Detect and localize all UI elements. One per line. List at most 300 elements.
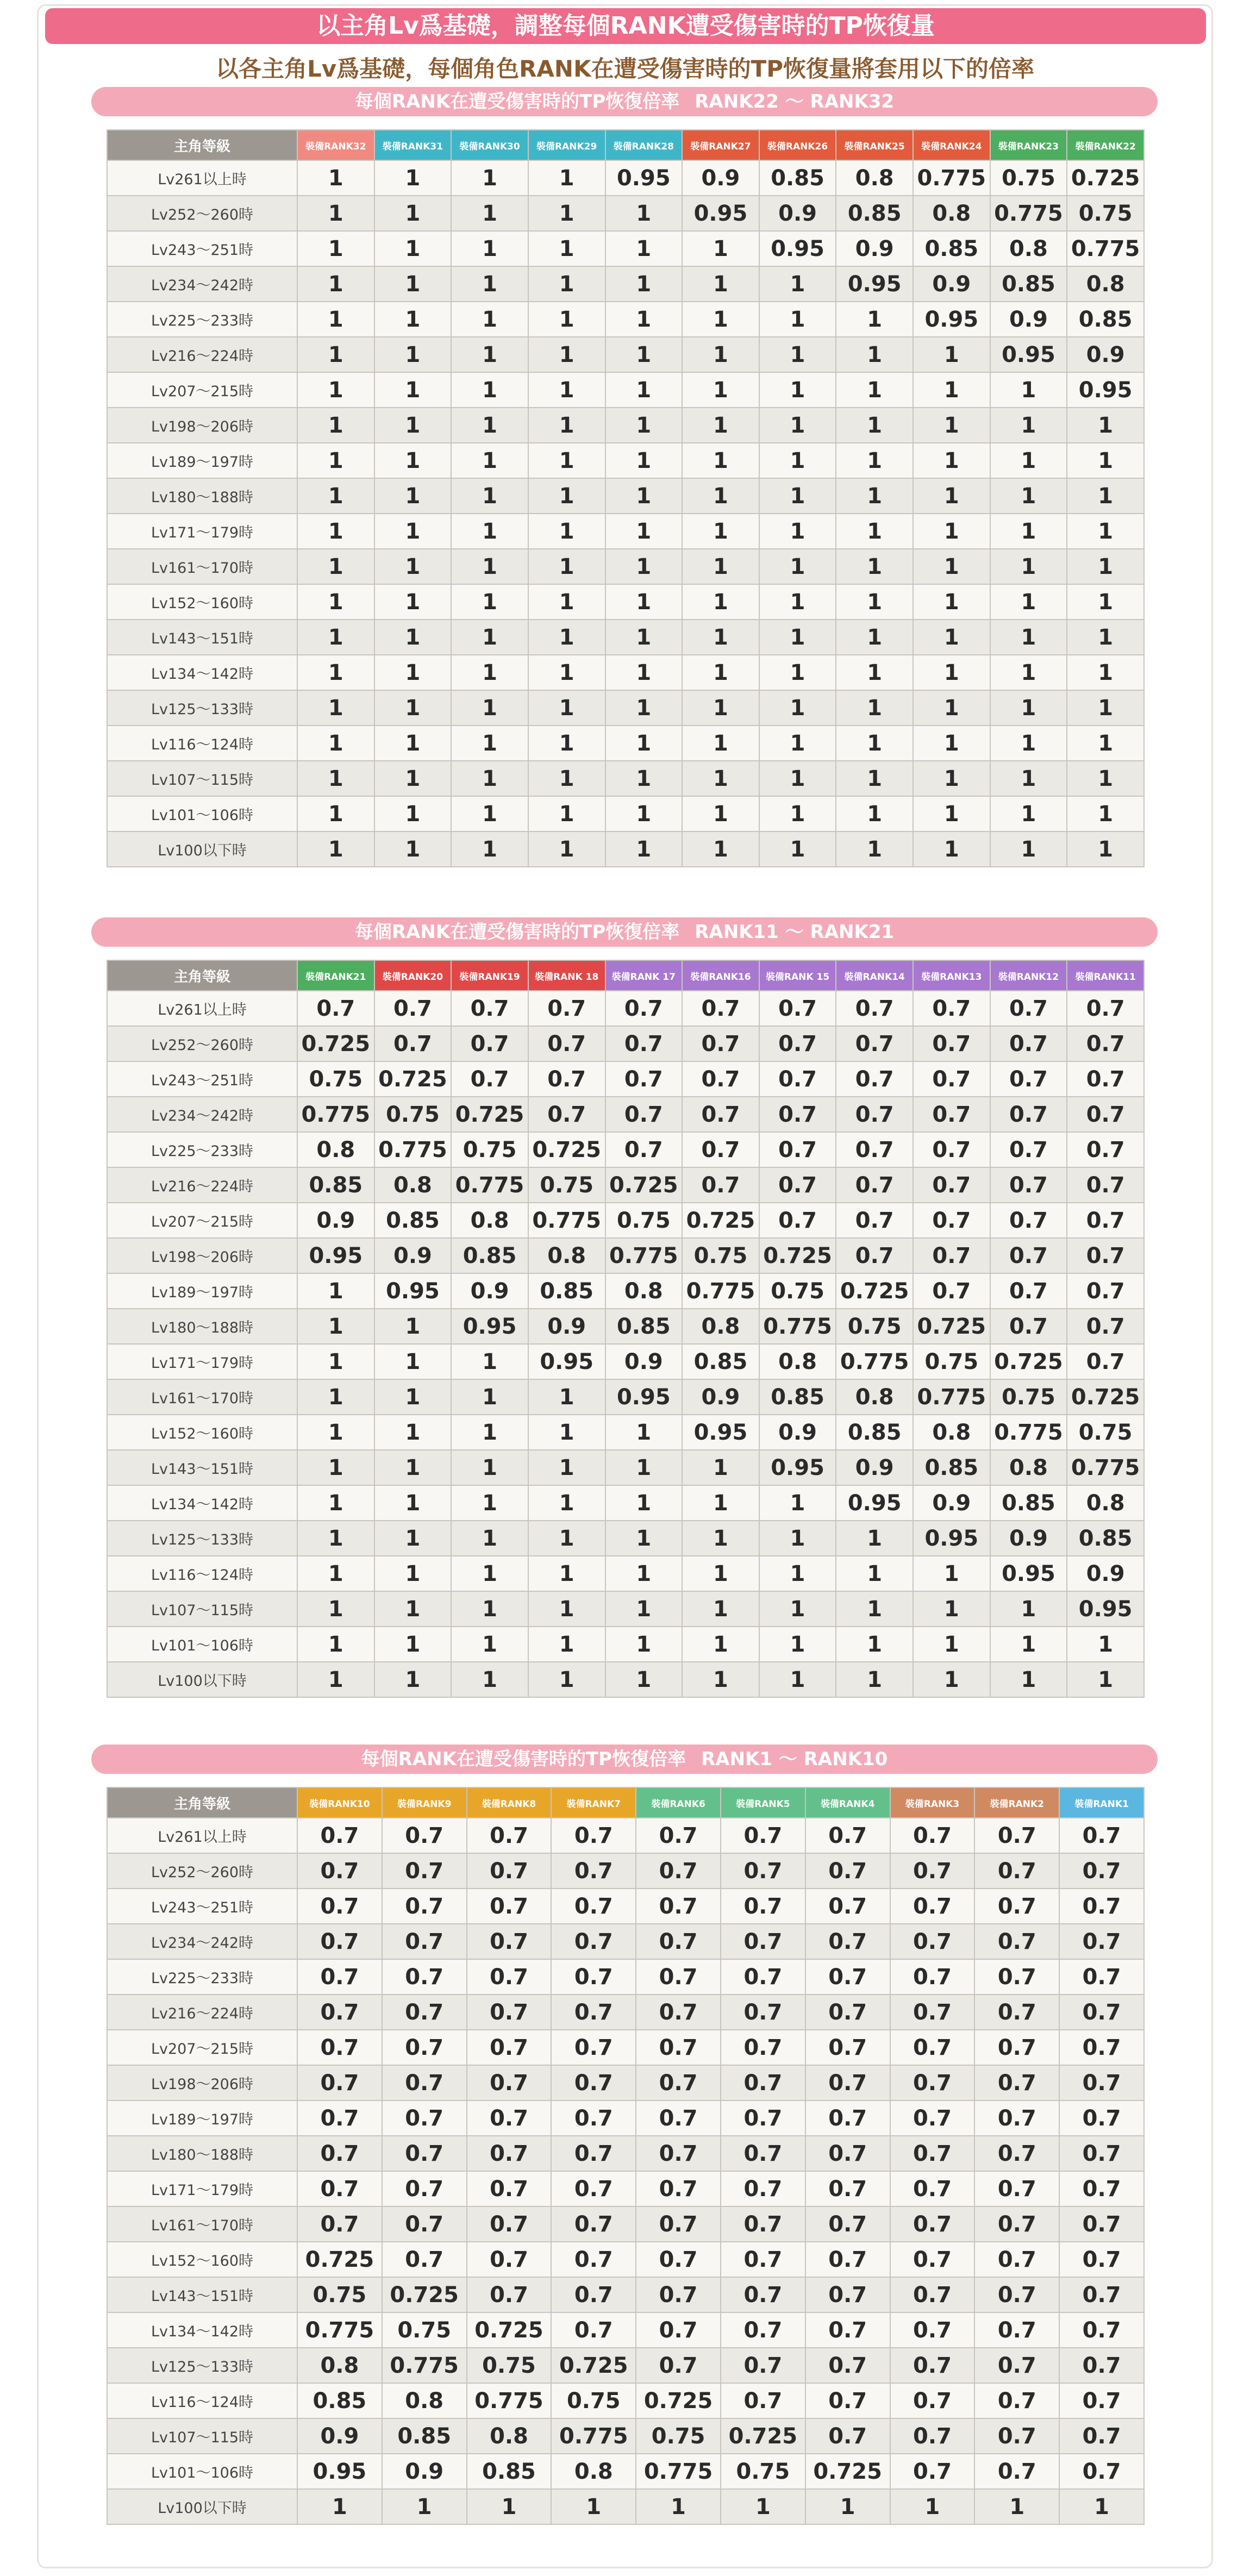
multiplier-cell: 0.7 — [974, 2312, 1059, 2348]
rank-column-header: 裝備RANK24 — [913, 130, 990, 160]
multiplier-cell: 0.7 — [759, 1097, 836, 1132]
multiplier-cell: 1 — [451, 655, 528, 690]
multiplier-cell: 1 — [528, 337, 605, 372]
multiplier-cell: 1 — [682, 514, 759, 549]
multiplier-cell: 0.95 — [759, 1450, 836, 1485]
multiplier-cell: 0.7 — [974, 1853, 1059, 1889]
multiplier-cell: 0.7 — [805, 1924, 890, 1959]
multiplier-cell: 0.7 — [528, 1061, 605, 1097]
multiplier-cell: 1 — [1067, 1662, 1144, 1697]
multiplier-cell: 1 — [451, 726, 528, 761]
multiplier-cell: 0.7 — [297, 2100, 382, 2136]
multiplier-cell: 0.775 — [682, 1273, 759, 1309]
multiplier-cell: 0.75 — [528, 1167, 605, 1203]
multiplier-cell: 1 — [836, 337, 913, 372]
multiplier-cell: 1 — [759, 266, 836, 302]
multiplier-cell: 0.7 — [974, 2206, 1059, 2242]
multiplier-cell: 0.7 — [467, 2242, 552, 2277]
level-column-header: 主角等級 — [107, 130, 297, 160]
table-row — [107, 337, 1144, 372]
multiplier-cell: 0.7 — [805, 1853, 890, 1889]
multiplier-cell: 1 — [913, 443, 990, 478]
multiplier-cell: 0.7 — [528, 991, 605, 1026]
multiplier-cell: 0.7 — [836, 1061, 913, 1097]
table-row — [107, 831, 1144, 867]
multiplier-cell: 1 — [451, 1556, 528, 1591]
multiplier-cell: 0.7 — [974, 1924, 1059, 1959]
table-row — [107, 2136, 1144, 2171]
multiplier-cell: 0.7 — [721, 1853, 805, 1889]
multiplier-cell: 0.7 — [974, 2242, 1059, 2277]
multiplier-cell: 1 — [682, 761, 759, 796]
multiplier-cell: 0.75 — [605, 1203, 683, 1238]
multiplier-cell: 0.7 — [974, 2383, 1059, 2418]
multiplier-cell: 0.7 — [1067, 1309, 1144, 1344]
multiplier-cell: 0.7 — [759, 1026, 836, 1061]
table-row — [107, 408, 1144, 443]
multiplier-cell: 1 — [990, 1591, 1067, 1627]
multiplier-cell: 1 — [528, 408, 605, 443]
multiplier-cell: 0.8 — [682, 1309, 759, 1344]
level-cell: Lv134～142時 — [107, 1485, 297, 1521]
multiplier-cell: 0.7 — [990, 1132, 1067, 1167]
multiplier-cell: 0.725 — [913, 1309, 990, 1344]
multiplier-cell: 1 — [1067, 761, 1144, 796]
multiplier-cell: 0.7 — [382, 2206, 467, 2242]
table-row — [107, 584, 1144, 620]
level-cell: Lv234～242時 — [107, 1097, 297, 1132]
multiplier-cell: 1 — [297, 1591, 374, 1627]
multiplier-cell: 0.7 — [805, 1994, 890, 2030]
multiplier-cell: 0.7 — [1059, 2277, 1144, 2312]
multiplier-cell: 1 — [913, 1662, 990, 1697]
table-row — [107, 2489, 1144, 2524]
multiplier-cell: 0.7 — [1059, 1853, 1144, 1889]
level-cell: Lv225～233時 — [107, 302, 297, 337]
multiplier-cell: 1 — [528, 478, 605, 514]
multiplier-cell: 0.725 — [990, 1344, 1067, 1379]
multiplier-cell: 1 — [682, 408, 759, 443]
multiplier-cell: 1 — [297, 655, 374, 690]
multiplier-cell: 0.7 — [636, 2171, 721, 2206]
multiplier-cell: 0.85 — [374, 1203, 452, 1238]
multiplier-cell: 0.7 — [805, 1889, 890, 1924]
multiplier-cell: 0.7 — [605, 1026, 683, 1061]
multiplier-cell: 0.7 — [805, 2171, 890, 2206]
multiplier-cell: 0.7 — [990, 1238, 1067, 1273]
multiplier-cell: 0.75 — [990, 1379, 1067, 1415]
multiplier-cell: 0.9 — [382, 2454, 467, 2489]
table-row — [107, 2206, 1144, 2242]
multiplier-cell: 0.725 — [721, 2418, 805, 2454]
multiplier-cell: 0.7 — [528, 1097, 605, 1132]
multiplier-cell: 1 — [759, 1485, 836, 1521]
multiplier-cell: 0.7 — [467, 1994, 552, 2030]
multiplier-cell: 0.7 — [805, 2312, 890, 2348]
multiplier-cell: 1 — [528, 514, 605, 549]
table-row — [107, 761, 1144, 796]
multiplier-cell: 0.725 — [297, 1026, 374, 1061]
rank-column-header: 裝備RANK12 — [990, 960, 1067, 991]
multiplier-cell: 0.9 — [990, 302, 1067, 337]
multiplier-cell: 1 — [1067, 831, 1144, 867]
multiplier-cell: 0.7 — [721, 2206, 805, 2242]
multiplier-cell: 1 — [451, 1344, 528, 1379]
table-row — [107, 726, 1144, 761]
level-cell: Lv134～142時 — [107, 655, 297, 690]
table-row — [107, 796, 1144, 831]
multiplier-cell: 0.7 — [636, 1818, 721, 1853]
multiplier-cell: 0.95 — [297, 1238, 374, 1273]
multiplier-cell: 0.7 — [913, 1061, 990, 1097]
multiplier-cell: 1 — [605, 514, 683, 549]
multiplier-cell: 1 — [759, 1662, 836, 1697]
multiplier-cell: 1 — [605, 196, 683, 231]
level-cell: Lv116～124時 — [107, 726, 297, 761]
multiplier-cell: 0.7 — [1067, 1097, 1144, 1132]
multiplier-cell: 0.75 — [759, 1273, 836, 1309]
table-row — [107, 1853, 1144, 1889]
table-row — [107, 514, 1144, 549]
multiplier-cell: 1 — [836, 761, 913, 796]
multiplier-cell: 0.7 — [974, 2030, 1059, 2065]
multiplier-cell: 1 — [759, 514, 836, 549]
multiplier-cell: 1 — [682, 1591, 759, 1627]
multiplier-cell: 0.7 — [890, 2277, 975, 2312]
multiplier-cell: 0.85 — [759, 160, 836, 196]
multiplier-cell: 1 — [297, 620, 374, 655]
multiplier-cell: 0.7 — [990, 1273, 1067, 1309]
rank-column-header: 裝備RANK3 — [890, 1787, 975, 1818]
multiplier-cell: 0.9 — [451, 1273, 528, 1309]
multiplier-cell: 1 — [836, 620, 913, 655]
multiplier-cell: 1 — [682, 1450, 759, 1485]
multiplier-cell: 0.7 — [913, 991, 990, 1026]
multiplier-cell: 1 — [1067, 584, 1144, 620]
multiplier-cell: 0.7 — [990, 1167, 1067, 1203]
multiplier-cell: 1 — [528, 196, 605, 231]
multiplier-cell: 1 — [1067, 726, 1144, 761]
multiplier-cell: 1 — [551, 2489, 636, 2524]
level-cell: Lv116～124時 — [107, 1556, 297, 1591]
multiplier-cell: 0.7 — [890, 2383, 975, 2418]
rank-column-header: 裝備RANK16 — [682, 960, 759, 991]
multiplier-cell: 0.9 — [836, 1450, 913, 1485]
multiplier-cell: 1 — [805, 2489, 890, 2524]
multiplier-cell: 0.7 — [805, 2030, 890, 2065]
multiplier-cell: 0.7 — [1059, 2030, 1144, 2065]
multiplier-cell: 1 — [451, 796, 528, 831]
multiplier-cell: 0.95 — [682, 196, 759, 231]
level-cell: Lv234～242時 — [107, 266, 297, 302]
multiplier-cell: 0.7 — [913, 1167, 990, 1203]
level-cell: Lv189～197時 — [107, 443, 297, 478]
multiplier-cell: 0.7 — [382, 1994, 467, 2030]
multiplier-cell: 0.8 — [990, 231, 1067, 266]
level-cell: Lv152～160時 — [107, 1415, 297, 1450]
multiplier-cell: 0.7 — [913, 1203, 990, 1238]
level-column-header: 主角等級 — [107, 1787, 297, 1818]
multiplier-cell: 1 — [528, 1415, 605, 1450]
multiplier-cell: 0.7 — [1059, 1959, 1144, 1994]
multiplier-cell: 0.7 — [890, 2030, 975, 2065]
multiplier-cell: 0.7 — [836, 1026, 913, 1061]
multiplier-cell: 1 — [605, 1521, 683, 1556]
multiplier-cell: 1 — [913, 761, 990, 796]
multiplier-cell: 1 — [759, 1591, 836, 1627]
multiplier-cell: 0.75 — [1067, 1415, 1144, 1450]
multiplier-cell: 0.7 — [467, 2277, 552, 2312]
multiplier-cell: 0.7 — [297, 1994, 382, 2030]
multiplier-cell: 0.7 — [990, 1203, 1067, 1238]
multiplier-cell: 0.7 — [805, 1818, 890, 1853]
multiplier-cell: 1 — [721, 2489, 805, 2524]
multiplier-cell: 0.7 — [382, 1959, 467, 1994]
multiplier-cell: 1 — [605, 549, 683, 584]
multiplier-cell: 0.75 — [551, 2383, 636, 2418]
multiplier-cell: 1 — [605, 796, 683, 831]
multiplier-cell: 1 — [605, 1662, 683, 1697]
multiplier-cell: 0.7 — [721, 2136, 805, 2171]
rank-column-header: 裝備RANK31 — [374, 130, 452, 160]
multiplier-cell: 0.7 — [382, 2065, 467, 2100]
multiplier-cell: 0.7 — [1067, 1132, 1144, 1167]
multiplier-cell: 0.95 — [836, 1485, 913, 1521]
multiplier-cell: 0.7 — [682, 1132, 759, 1167]
multiplier-cell: 1 — [605, 372, 683, 408]
tp-table-rank1-10 — [107, 1787, 1145, 2525]
multiplier-cell: 1 — [374, 655, 452, 690]
multiplier-cell: 0.7 — [836, 1203, 913, 1238]
multiplier-cell: 0.7 — [913, 1132, 990, 1167]
multiplier-cell: 1 — [374, 549, 452, 584]
multiplier-cell: 1 — [297, 1273, 374, 1309]
multiplier-cell: 1 — [836, 302, 913, 337]
multiplier-cell: 1 — [759, 549, 836, 584]
multiplier-cell: 0.7 — [1067, 1273, 1144, 1309]
multiplier-cell: 1 — [528, 1662, 605, 1697]
multiplier-cell: 0.9 — [605, 1344, 683, 1379]
rank-column-header: 裝備RANK11 — [1067, 960, 1144, 991]
multiplier-cell: 0.7 — [682, 1167, 759, 1203]
rank-column-header: 裝備RANK21 — [297, 960, 374, 991]
multiplier-cell: 1 — [605, 1556, 683, 1591]
multiplier-cell: 1 — [451, 1415, 528, 1450]
multiplier-cell: 0.75 — [913, 1344, 990, 1379]
table-row — [107, 1924, 1144, 1959]
multiplier-cell: 1 — [451, 1591, 528, 1627]
multiplier-cell: 0.7 — [890, 2348, 975, 2383]
multiplier-cell: 1 — [913, 726, 990, 761]
multiplier-cell: 1 — [605, 302, 683, 337]
table-row — [107, 1591, 1144, 1627]
multiplier-cell: 1 — [990, 514, 1067, 549]
level-cell: Lv125～133時 — [107, 690, 297, 726]
multiplier-cell: 0.7 — [636, 1889, 721, 1924]
multiplier-cell: 0.7 — [297, 991, 374, 1026]
multiplier-cell: 0.7 — [297, 2030, 382, 2065]
table-row — [107, 1959, 1144, 1994]
multiplier-cell: 1 — [374, 1344, 452, 1379]
multiplier-cell: 0.7 — [551, 1853, 636, 1889]
multiplier-cell: 0.7 — [890, 1994, 975, 2030]
section-banner-rank22-32 — [91, 87, 1158, 116]
multiplier-cell: 0.725 — [551, 2348, 636, 2383]
multiplier-cell: 0.7 — [890, 2418, 975, 2454]
multiplier-cell: 0.7 — [551, 2100, 636, 2136]
multiplier-cell: 1 — [467, 2489, 552, 2524]
multiplier-cell: 0.7 — [759, 1203, 836, 1238]
multiplier-cell: 1 — [913, 831, 990, 867]
multiplier-cell: 0.7 — [467, 1889, 552, 1924]
multiplier-cell: 0.7 — [1067, 1344, 1144, 1379]
multiplier-cell: 1 — [990, 443, 1067, 478]
multiplier-cell: 0.7 — [721, 2100, 805, 2136]
multiplier-cell: 1 — [297, 831, 374, 867]
multiplier-cell: 1 — [1067, 514, 1144, 549]
multiplier-cell: 1 — [759, 584, 836, 620]
multiplier-cell: 1 — [374, 1627, 452, 1662]
rank-column-header: 裝備RANK5 — [721, 1787, 805, 1818]
level-cell: Lv107～115時 — [107, 1591, 297, 1627]
multiplier-cell: 1 — [528, 266, 605, 302]
multiplier-cell: 0.85 — [1067, 302, 1144, 337]
multiplier-cell: 0.9 — [913, 266, 990, 302]
multiplier-cell: 0.8 — [297, 1132, 374, 1167]
multiplier-cell: 0.7 — [636, 2136, 721, 2171]
multiplier-cell: 1 — [374, 196, 452, 231]
multiplier-cell: 0.7 — [551, 1959, 636, 1994]
multiplier-cell: 0.7 — [1059, 2065, 1144, 2100]
multiplier-cell: 1 — [682, 620, 759, 655]
level-cell: Lv216～224時 — [107, 1994, 297, 2030]
multiplier-cell: 1 — [605, 726, 683, 761]
level-cell: Lv107～115時 — [107, 761, 297, 796]
multiplier-cell: 0.7 — [974, 1994, 1059, 2030]
multiplier-cell: 0.7 — [682, 1026, 759, 1061]
table-row — [107, 2383, 1144, 2418]
multiplier-cell: 0.7 — [890, 1889, 975, 1924]
rank-column-header: 裝備RANK23 — [990, 130, 1067, 160]
table-row — [107, 2418, 1144, 2454]
level-cell: Lv143～151時 — [107, 620, 297, 655]
multiplier-cell: 1 — [836, 443, 913, 478]
multiplier-cell: 0.7 — [374, 991, 452, 1026]
multiplier-cell: 1 — [297, 196, 374, 231]
table-row — [107, 2100, 1144, 2136]
table-row — [107, 1379, 1144, 1415]
multiplier-cell: 1 — [682, 372, 759, 408]
multiplier-cell: 1 — [297, 761, 374, 796]
multiplier-cell: 0.7 — [467, 2171, 552, 2206]
level-cell: Lv152～160時 — [107, 2242, 297, 2277]
multiplier-cell: 1 — [913, 1556, 990, 1591]
multiplier-cell: 1 — [990, 620, 1067, 655]
multiplier-cell: 1 — [374, 1662, 452, 1697]
table-row — [107, 372, 1144, 408]
multiplier-cell: 1 — [759, 620, 836, 655]
level-cell: Lv161～170時 — [107, 1379, 297, 1415]
multiplier-cell: 1 — [1067, 690, 1144, 726]
multiplier-cell: 0.7 — [382, 2100, 467, 2136]
multiplier-cell: 0.7 — [805, 2418, 890, 2454]
multiplier-cell: 1 — [605, 408, 683, 443]
multiplier-cell: 0.7 — [1067, 1203, 1144, 1238]
multiplier-cell: 1 — [913, 655, 990, 690]
multiplier-cell: 1 — [759, 690, 836, 726]
multiplier-cell: 0.7 — [297, 1924, 382, 1959]
level-cell: Lv216～224時 — [107, 1167, 297, 1203]
multiplier-cell: 1 — [759, 372, 836, 408]
multiplier-cell: 1 — [990, 1627, 1067, 1662]
multiplier-cell: 1 — [297, 160, 374, 196]
table-row — [107, 1344, 1144, 1379]
level-cell: Lv198～206時 — [107, 408, 297, 443]
table-row — [107, 1097, 1144, 1132]
multiplier-cell: 0.85 — [759, 1379, 836, 1415]
multiplier-cell: 0.7 — [913, 1097, 990, 1132]
multiplier-cell: 0.775 — [1067, 231, 1144, 266]
multiplier-cell: 0.9 — [297, 1203, 374, 1238]
multiplier-cell: 0.725 — [374, 1061, 452, 1097]
section-banner-rank1-10 — [91, 1745, 1158, 1774]
multiplier-cell: 1 — [528, 726, 605, 761]
multiplier-cell: 1 — [605, 1415, 683, 1450]
multiplier-cell: 1 — [451, 372, 528, 408]
multiplier-cell: 0.7 — [990, 1026, 1067, 1061]
multiplier-cell: 0.75 — [721, 2454, 805, 2489]
multiplier-cell: 0.775 — [990, 1415, 1067, 1450]
multiplier-cell: 0.7 — [297, 2065, 382, 2100]
multiplier-cell: 0.775 — [297, 1097, 374, 1132]
multiplier-cell: 0.775 — [913, 1379, 990, 1415]
multiplier-cell: 0.7 — [721, 2277, 805, 2312]
rank-column-header: 裝備RANK32 — [297, 130, 374, 160]
multiplier-cell: 0.85 — [682, 1344, 759, 1379]
rank-column-header: 裝備RANK7 — [551, 1787, 636, 1818]
multiplier-cell: 1 — [374, 1309, 452, 1344]
multiplier-cell: 1 — [990, 408, 1067, 443]
multiplier-cell: 1 — [451, 337, 528, 372]
rank-column-header: 裝備RANK1 — [1059, 1787, 1144, 1818]
multiplier-cell: 0.7 — [890, 2171, 975, 2206]
multiplier-cell: 0.725 — [451, 1097, 528, 1132]
multiplier-cell: 0.95 — [990, 1556, 1067, 1591]
multiplier-cell: 1 — [528, 1556, 605, 1591]
multiplier-cell: 1 — [913, 690, 990, 726]
multiplier-cell: 0.7 — [1059, 1818, 1144, 1853]
level-cell: Lv225～233時 — [107, 1959, 297, 1994]
section-range: RANK1 ～ RANK10 — [701, 1748, 888, 1770]
multiplier-cell: 0.7 — [913, 1026, 990, 1061]
multiplier-cell: 0.7 — [1059, 2418, 1144, 2454]
multiplier-cell: 1 — [836, 549, 913, 584]
multiplier-cell: 1 — [374, 1450, 452, 1485]
multiplier-cell: 1 — [990, 549, 1067, 584]
multiplier-cell: 0.7 — [382, 2242, 467, 2277]
multiplier-cell: 1 — [451, 690, 528, 726]
multiplier-cell: 0.7 — [759, 1167, 836, 1203]
multiplier-cell: 0.7 — [551, 2312, 636, 2348]
multiplier-cell: 0.775 — [551, 2418, 636, 2454]
level-cell: Lv234～242時 — [107, 1924, 297, 1959]
multiplier-cell: 1 — [605, 443, 683, 478]
level-cell: Lv143～151時 — [107, 2277, 297, 2312]
multiplier-cell: 1 — [990, 584, 1067, 620]
multiplier-cell: 0.9 — [297, 2418, 382, 2454]
multiplier-cell: 1 — [1067, 620, 1144, 655]
multiplier-cell: 0.7 — [382, 1818, 467, 1853]
